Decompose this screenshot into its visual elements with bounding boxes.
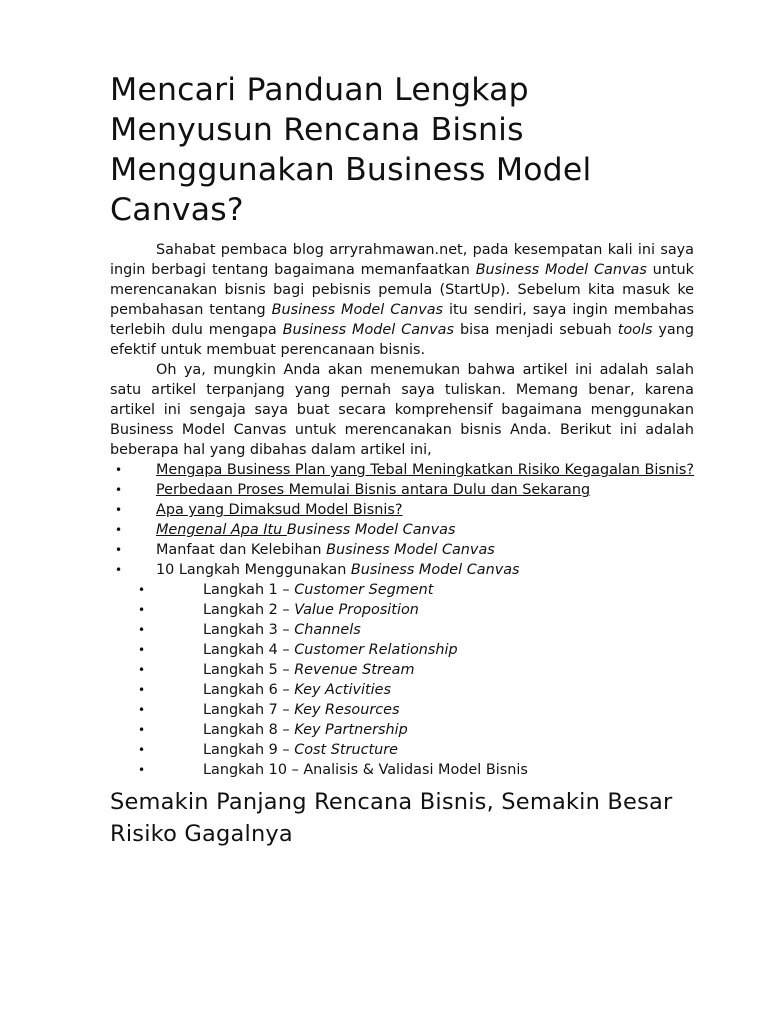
step-label: Langkah 1 –	[203, 582, 295, 598]
bullet-icon: •	[115, 523, 123, 537]
toc-item-5	[110, 540, 694, 560]
toc-item-6	[110, 560, 694, 580]
steps-list	[110, 580, 694, 780]
step-value: Revenue Stream	[294, 662, 415, 678]
bullet-icon: •	[115, 463, 123, 477]
toc-link-1[interactable]: Mengapa Business Plan yang Tebal Meningkatkan Risiko Kegagalan Bisnis?	[156, 462, 695, 478]
toc-link-4-text: Mengenal Apa Itu	[156, 522, 287, 538]
bullet-icon: •	[138, 763, 146, 777]
step-label: Langkah 9 –	[203, 742, 295, 758]
step-item	[110, 740, 694, 760]
step-value: Channels	[294, 622, 361, 638]
document-content	[110, 70, 694, 850]
bullet-icon: •	[138, 603, 146, 617]
step-item	[110, 760, 694, 780]
step-label: Langkah 4 –	[203, 642, 295, 658]
step-10-text: Langkah 10 – Analisis & Validasi Model Bisnis	[203, 762, 528, 778]
table-of-contents	[110, 460, 694, 580]
step-value: Key Partnership	[294, 722, 408, 738]
toc-item-6-italic: Business Model Canvas	[350, 562, 520, 578]
toc-item-4-italic: Business Model Canvas	[286, 522, 456, 538]
page-title: Mencari Panduan Lengkap Menyusun Rencana Bisnis Menggunakan Business Model Canvas?	[110, 72, 592, 228]
step-label: Langkah 3 –	[203, 622, 295, 638]
intro-paragraph	[110, 240, 694, 360]
step-label: Langkah 8 –	[203, 722, 295, 738]
section-heading: Semakin Panjang Rencana Bisnis, Semakin Besar Risiko Gagalnya	[110, 789, 673, 847]
bullet-icon: •	[138, 643, 146, 657]
toc-item-3	[110, 500, 694, 520]
toc-item-5-italic: Business Model Canvas	[326, 542, 495, 558]
step-item	[110, 620, 694, 640]
intro-text-5: yang efektif untuk membuat perencanaan bisnis.	[110, 322, 695, 358]
intro-text-1: Sahabat pembaca blog arryrahmawan.net, pada kesempatan kali ini saya ingin berbagi tentang bagaimana memanfaatkan	[110, 242, 694, 278]
bullet-icon: •	[115, 543, 123, 557]
intro-text-4: bisa menjadi sebuah	[454, 322, 618, 338]
step-item	[110, 720, 694, 740]
toc-item-2	[110, 480, 694, 500]
step-item	[110, 580, 694, 600]
bullet-icon: •	[138, 583, 146, 597]
step-item	[110, 600, 694, 620]
step-item	[110, 680, 694, 700]
bullet-icon: •	[115, 563, 123, 577]
bullet-icon: •	[138, 703, 146, 717]
step-value: Key Resources	[294, 702, 400, 718]
step-label: Langkah 7 –	[203, 702, 295, 718]
toc-link-2[interactable]: Perbedaan Proses Memulai Bisnis antara Dulu dan Sekarang	[156, 482, 591, 498]
step-label: Langkah 2 –	[203, 602, 295, 618]
toc-item-4	[110, 520, 694, 540]
intro-italic-1: Business Model Canvas	[475, 262, 647, 278]
bullet-icon: •	[138, 743, 146, 757]
step-value: Key Activities	[294, 682, 391, 698]
second-paragraph: Oh ya, mungkin Anda akan menemukan bahwa artikel ini adalah salah satu artikel terpanjang yang pernah saya tuliskan. Memang benar, karena artikel ini sengaja saya buat secara komprehensif bagaimana menggunakan Business Model Canvas untuk merencanakan bisnis Anda. Berikut ini adalah beberapa hal yang dibahas dalam artikel ini,	[110, 362, 694, 458]
step-value: Customer Segment	[294, 582, 434, 598]
intro-text-3: itu sendiri, saya ingin membahas terlebih dulu mengapa	[110, 302, 695, 338]
step-value: Cost Structure	[294, 742, 399, 758]
toc-item-6-text: 10 Langkah Menggunakan	[156, 562, 351, 578]
step-item	[110, 700, 694, 720]
step-label: Langkah 6 –	[203, 682, 295, 698]
bullet-icon: •	[115, 483, 123, 497]
toc-link-4[interactable]	[156, 522, 287, 538]
bullet-icon: •	[138, 683, 146, 697]
step-value: Customer Relationship	[294, 642, 458, 658]
intro-text-2: untuk merencanakan bisnis bagi pebisnis pemula (StartUp). Sebelum kita masuk ke pembahasan tentang	[110, 262, 694, 318]
intro-italic-2: Business Model Canvas	[271, 302, 444, 318]
bullet-icon: •	[138, 623, 146, 637]
toc-item-5-text: Manfaat dan Kelebihan	[156, 542, 327, 558]
step-item	[110, 640, 694, 660]
toc-link-3[interactable]: Apa yang Dimaksud Model Bisnis?	[156, 502, 403, 518]
step-value: Value Proposition	[294, 602, 419, 618]
toc-item-1	[110, 460, 694, 480]
step-label: Langkah 5 –	[203, 662, 295, 678]
step-item	[110, 660, 694, 680]
intro-italic-3: Business Model Canvas	[282, 322, 454, 338]
bullet-icon: •	[115, 503, 123, 517]
bullet-icon: •	[138, 723, 146, 737]
bullet-icon: •	[138, 663, 146, 677]
intro-italic-4: tools	[617, 322, 653, 338]
